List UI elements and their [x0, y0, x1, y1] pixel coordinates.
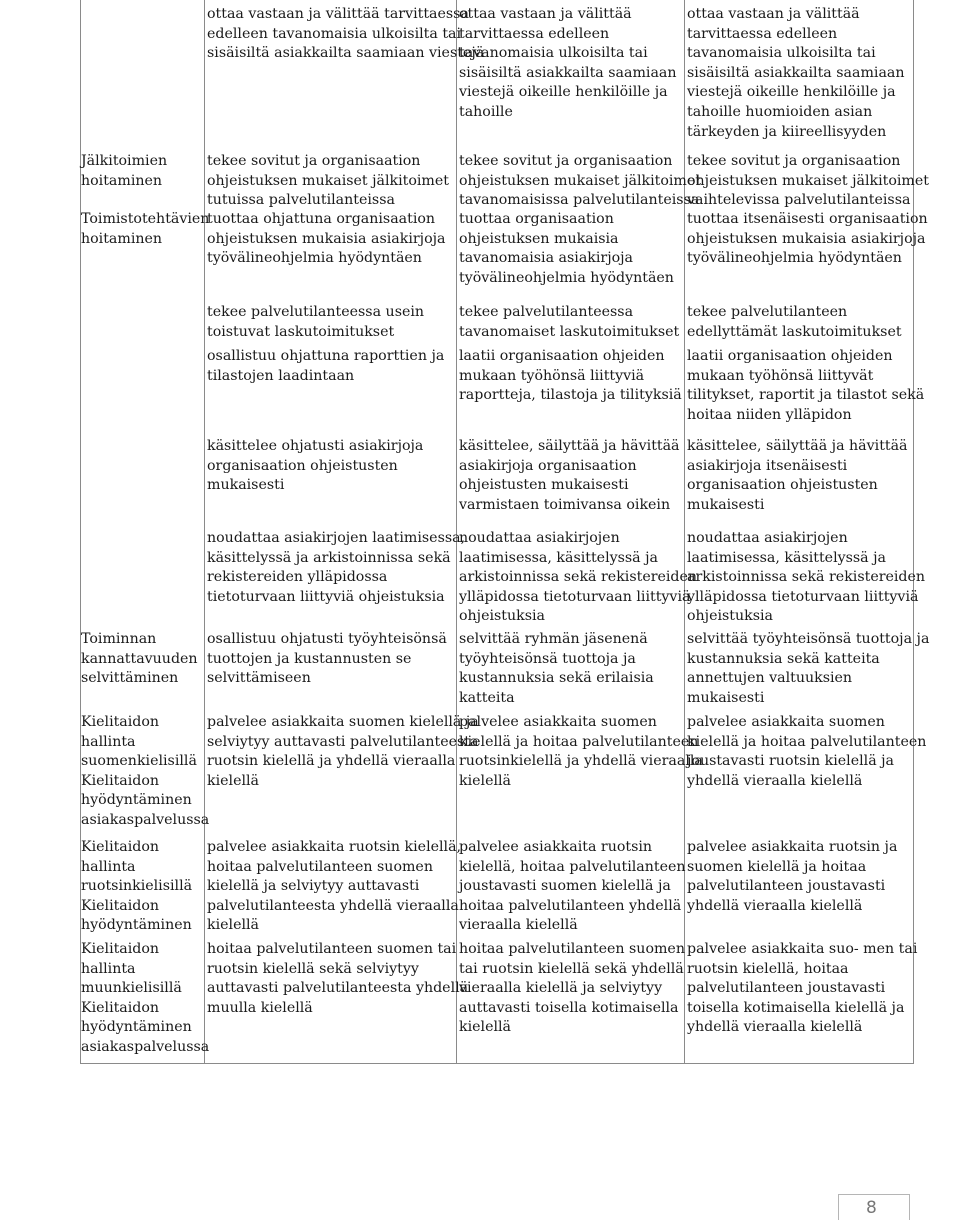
row-label: Kielitaidon hallinta muunkielisillä Kielitaidon hyödyntäminen asiakaspalvelussa — [81, 941, 210, 1055]
criteria-good: palvelee asiakkaita ruotsin kielellä, hoitaa palvelutilanteen joustavasti suomen kielellä ja hoitaa palvelutilanteen yhdellä vieraalla kielellä — [459, 839, 686, 934]
criteria-excellent: palvelee asiakkaita ruotsin ja suomen kielellä ja hoitaa palvelutilanteen joustavasti yhdellä vieraalla kielellä — [687, 839, 898, 914]
criteria-satisfactory: osallistuu ohjatusti työyhteisönsä tuottojen ja kustannusten se selvittämiseen — [207, 631, 447, 687]
criteria-satisfactory: tekee palvelutilanteessa usein toistuvat laskutoimitukset — [207, 304, 425, 340]
criteria-good: tekee palvelutilanteessa tavanomaiset laskutoimitukset — [459, 304, 680, 340]
criteria-excellent: palvelee asiakkaita suo- men tai ruotsin kielellä, hoitaa palvelutilanteen joustavasti toisella kotimaisella kielellä ja yhdellä vieraalla kielellä — [687, 941, 918, 1036]
criteria-satisfactory: tuottaa ohjattuna organisaation ohjeistuksen mukaisia asiakirjoja työvälineohjelmia hyödyntäen — [207, 211, 446, 267]
criteria-excellent: tuottaa itsenäisesti organisaation ohjeistuksen mukaisia asiakirjoja työvälineohjelmia hyödyntäen — [687, 211, 928, 267]
criteria-satisfactory: palvelee asiakkaita ruotsin kielellä, hoitaa palvelutilanteen suomen kielellä ja selviytyy auttavasti palvelutilanteesta yhdellä vieraalla kielellä — [207, 839, 462, 934]
criteria-good: laatii organisaation ohjeiden mukaan työhönsä liittyviä raportteja, tilastoja ja tilityksiä — [459, 348, 682, 404]
criteria-satisfactory: osallistuu ohjattuna raporttien ja tilastojen laadintaan — [207, 348, 445, 384]
page-number: 8 — [866, 1198, 877, 1218]
criteria-satisfactory: tekee sovitut ja organisaation ohjeistuksen mukaiset jälkitoimet tutuissa palvelutilanteissa — [207, 153, 449, 209]
row-label: Jälkitoimien hoitaminen — [81, 153, 168, 189]
table-bottom-rule — [80, 1063, 914, 1064]
criteria-good: selvittää ryhmän jäsenenä työyhteisönsä tuottoja ja kustannuksia sekä erilaisia katteita — [459, 631, 654, 706]
criteria-satisfactory: ottaa vastaan ja välittää tarvittaessa edelleen tavanomaisia ulkoisilta tai sisäisiltä asiakkailta saamiaan viestejä — [207, 6, 485, 62]
column-divider — [204, 0, 205, 1064]
criteria-satisfactory: noudattaa asiakirjojen laatimisessa, käsittelyssä ja arkistoinnissa sekä rekistereiden ylläpidossa tietoturvaan liittyviä ohjeistuksia — [207, 530, 466, 605]
criteria-good: palvelee asiakkaita suomen kielellä ja hoitaa palvelutilanteen ruotsinkielellä ja yhdellä vieraalla kielellä — [459, 714, 703, 789]
criteria-excellent: tekee sovitut ja organisaation ohjeistuksen mukaiset jälkitoimet vaihtelevissa palvelutilanteissa — [687, 153, 929, 209]
criteria-satisfactory: käsittelee ohjatusti asiakirjoja organisaation ohjeistusten mukaisesti — [207, 438, 424, 494]
criteria-excellent: tekee palvelutilanteen edellyttämät laskutoimitukset — [687, 304, 902, 340]
criteria-satisfactory: hoitaa palvelutilanteen suomen tai ruotsin kielellä sekä selviytyy auttavasti palvelutilanteesta yhdellä muulla kielellä — [207, 941, 469, 1016]
criteria-good: tekee sovitut ja organisaation ohjeistuksen mukaiset jälkitoimet tavanomaisissa palvelutilanteissa — [459, 153, 701, 209]
criteria-good: hoitaa palvelutilanteen suomen tai ruotsin kielellä sekä yhdellä vieraalla kielellä ja selviytyy auttavasti toisella kotimaisella kielellä — [459, 941, 685, 1036]
criteria-excellent: käsittelee, säilyttää ja hävittää asiakirjoja itsenäisesti organisaation ohjeistusten mukaisesti — [687, 438, 908, 513]
criteria-excellent: noudattaa asiakirjojen laatimisessa, käsittelyssä ja arkistoinnissa sekä rekistereiden ylläpidossa tietoturvaan liittyviä ohjeistuksia — [687, 530, 926, 625]
criteria-satisfactory: palvelee asiakkaita suomen kielellä ja selviytyy auttavasti palvelutilanteesta ruotsin kielellä ja yhdellä vieraalla kielellä — [207, 714, 479, 789]
row-label: Toiminnan kannattavuuden selvittäminen — [81, 631, 198, 687]
criteria-good: tuottaa organisaation ohjeistuksen mukaisia tavanomaisia asiakirjoja työvälineohjelmia hyödyntäen — [459, 211, 674, 286]
criteria-excellent: laatii organisaation ohjeiden mukaan työhönsä liittyvät tilitykset, raportit ja tilastot sekä hoitaa niiden ylläpidon — [687, 348, 925, 423]
criteria-good: ottaa vastaan ja välittää tarvittaessa edelleen tavanomaisia ulkoisilta tai sisäisiltä asiakkailta saamiaan viestejä oikeille henkilöille ja tahoille — [459, 6, 677, 120]
row-label: Kielitaidon hallinta ruotsinkielisillä Kielitaidon hyödyntäminen — [81, 839, 193, 934]
row-label: Kielitaidon hallinta suomenkielisillä Kielitaidon hyödyntäminen asiakaspalvelussa — [81, 714, 210, 828]
criteria-excellent: palvelee asiakkaita suomen kielellä ja hoitaa palvelutilanteen joustavasti ruotsin kielellä ja yhdellä vieraalla kielellä — [687, 714, 927, 789]
row-label: Toimistotehtävien hoitaminen — [81, 211, 210, 247]
criteria-good: käsittelee, säilyttää ja hävittää asiakirjoja organisaation ohjeistusten mukaisesti varmistaen toimivansa oikein — [459, 438, 680, 513]
criteria-excellent: selvittää työyhteisönsä tuottoja ja kustannuksia sekä katteita annettujen valtuuksien mukaisesti — [687, 631, 930, 706]
criteria-excellent: ottaa vastaan ja välittää tarvittaessa edelleen tavanomaisia ulkoisilta tai sisäisiltä asiakkailta saamiaan viestejä oikeille henkilöille ja tahoille huomioiden asian tärkeyden ja kiireellisyyden — [687, 6, 905, 140]
criteria-good: noudattaa asiakirjojen laatimisessa, käsittelyssä ja arkistoinnissa sekä rekistereiden ylläpidossa tietoturvaan liittyviä ohjeistuksia — [459, 530, 698, 625]
